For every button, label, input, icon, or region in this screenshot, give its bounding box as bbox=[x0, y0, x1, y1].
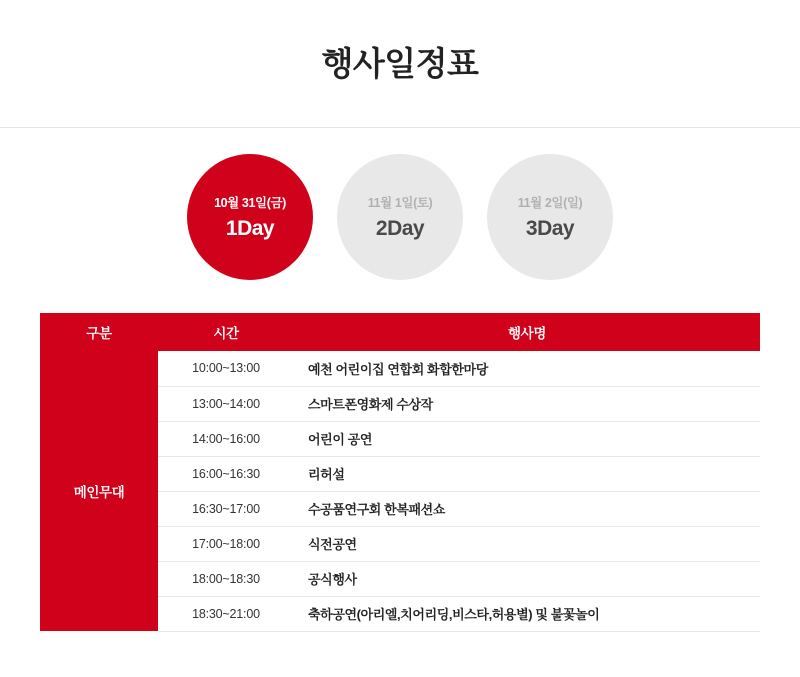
group-cell-main-stage: 메인무대 bbox=[40, 351, 158, 631]
column-header-event: 행사명 bbox=[294, 313, 760, 351]
row-time: 16:30~17:00 bbox=[158, 491, 294, 526]
day-tab-1[interactable] bbox=[187, 154, 313, 280]
schedule-table-body bbox=[40, 351, 760, 631]
row-event: 리허설 bbox=[294, 456, 760, 491]
day-tab-2-date: 11월 1일(토) bbox=[367, 196, 433, 210]
schedule-table-container bbox=[40, 313, 760, 632]
table-row bbox=[40, 351, 760, 386]
column-header-group: 구분 bbox=[40, 313, 158, 351]
row-time: 18:30~21:00 bbox=[158, 596, 294, 631]
row-time: 17:00~18:00 bbox=[158, 526, 294, 561]
day-tab-1-label: 1Day bbox=[225, 217, 275, 240]
day-tab-3[interactable] bbox=[487, 154, 613, 280]
row-time: 18:00~18:30 bbox=[158, 561, 294, 596]
row-event: 식전공연 bbox=[294, 526, 760, 561]
row-event: 스마트폰영화제 수상작 bbox=[294, 386, 760, 421]
row-event: 공식행사 bbox=[294, 561, 760, 596]
column-header-time: 시간 bbox=[158, 313, 294, 351]
row-event: 예천 어린이집 연합회 화합한마당 bbox=[294, 351, 760, 386]
title-divider bbox=[0, 127, 800, 128]
table-header-row bbox=[40, 313, 760, 351]
day-tab-3-date: 11월 2일(일) bbox=[517, 196, 583, 210]
page-title: 행사일정표 bbox=[321, 45, 479, 82]
day-tab-1-date: 10월 31일(금) bbox=[214, 196, 286, 210]
row-time: 16:00~16:30 bbox=[158, 456, 294, 491]
row-time: 13:00~14:00 bbox=[158, 386, 294, 421]
row-event: 축하공연(아리엘,치어리딩,비스타,허용별) 및 불꽃놀이 bbox=[294, 596, 760, 631]
row-time: 10:00~13:00 bbox=[158, 351, 294, 386]
schedule-table bbox=[40, 313, 760, 632]
row-event: 수공품연구회 한복패션쇼 bbox=[294, 491, 760, 526]
schedule-table-head bbox=[40, 313, 760, 351]
day-tab-3-label: 3Day bbox=[525, 217, 575, 240]
day-tab-2[interactable] bbox=[337, 154, 463, 280]
day-tab-list bbox=[0, 154, 800, 280]
row-time: 14:00~16:00 bbox=[158, 421, 294, 456]
day-tab-2-label: 2Day bbox=[375, 217, 425, 240]
row-event: 어린이 공연 bbox=[294, 421, 760, 456]
